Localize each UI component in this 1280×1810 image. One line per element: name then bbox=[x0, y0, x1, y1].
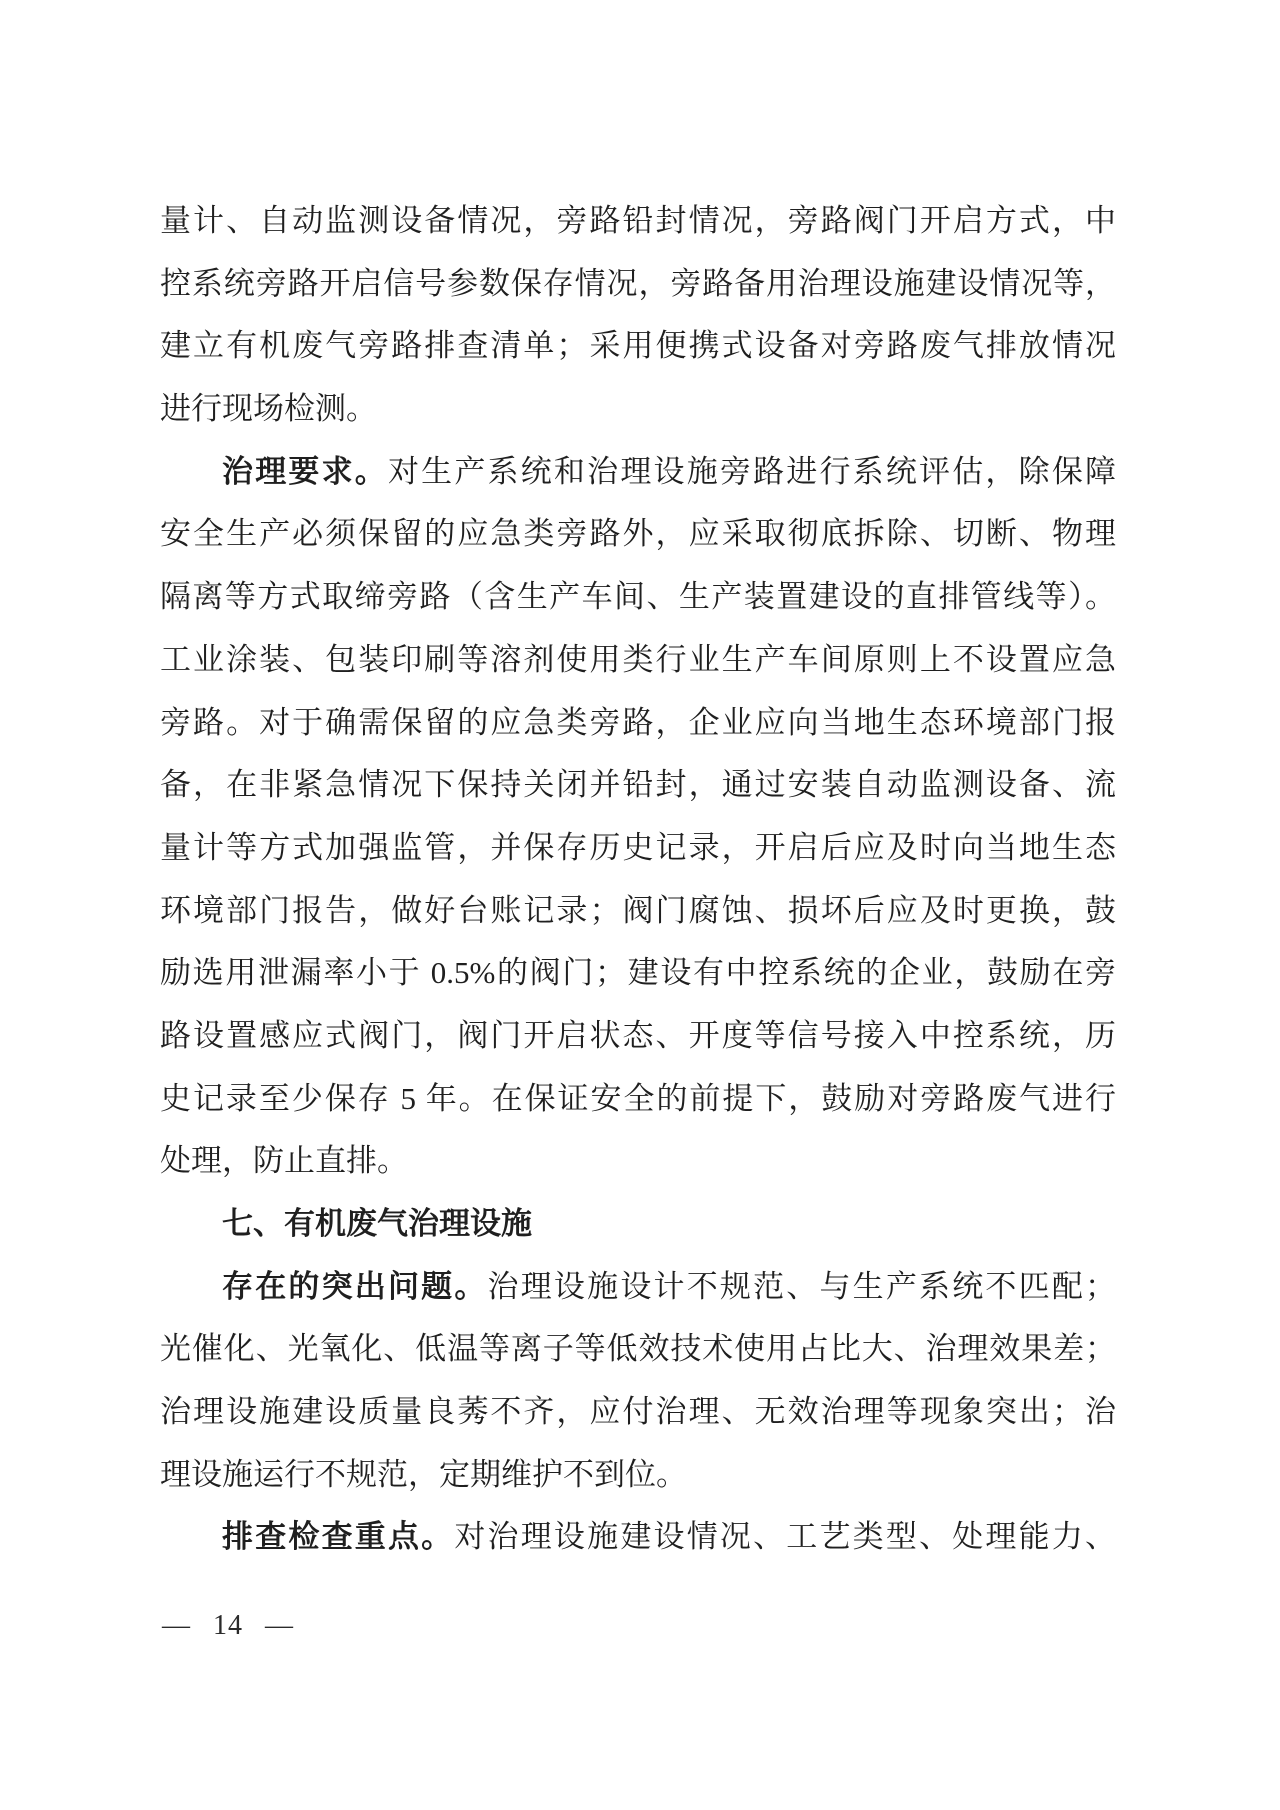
line-text: 治理设施设计不规范、与生产系统不匹配； bbox=[487, 1268, 1117, 1304]
text-line bbox=[160, 190, 1116, 253]
line-text: 安全生产必须保留的应急类旁路外，应采取彻底拆除、切断、物理 bbox=[160, 516, 1116, 552]
text-line bbox=[160, 1444, 1116, 1507]
text-line bbox=[160, 880, 1116, 943]
text-line bbox=[160, 1256, 1116, 1319]
line-lead-bold: 七、有机废气治理设施 bbox=[222, 1206, 532, 1241]
line-text: 控系统旁路开启信号参数保存情况，旁路备用治理设施建设情况等， bbox=[160, 265, 1116, 301]
text-line bbox=[160, 629, 1116, 692]
document-body bbox=[160, 190, 1116, 1569]
page-footer bbox=[162, 1606, 294, 1646]
text-line bbox=[160, 315, 1116, 378]
line-text: 环境部门报告，做好台账记录；阀门腐蚀、损坏后应及时更换，鼓 bbox=[160, 892, 1116, 928]
line-text: 隔离等方式取缔旁路（含生产车间、生产装置建设的直排管线等）。 bbox=[160, 579, 1116, 615]
text-line bbox=[160, 441, 1116, 504]
text-line bbox=[160, 1381, 1116, 1444]
text-line bbox=[160, 754, 1116, 817]
line-text: 励选用泄漏率小于 0.5%的阀门；建设有中控系统的企业，鼓励在旁 bbox=[160, 955, 1116, 991]
text-line bbox=[160, 1193, 1116, 1256]
line-text: 工业涂装、包装印刷等溶剂使用类行业生产车间原则上不设置应急 bbox=[160, 641, 1116, 677]
line-lead-bold: 存在的突出问题。 bbox=[222, 1268, 488, 1304]
text-line bbox=[160, 1130, 1116, 1193]
page-number: — 14 — bbox=[162, 1610, 294, 1641]
line-text: 理设施运行不规范，定期维护不到位。 bbox=[160, 1456, 687, 1492]
line-text: 治理设施建设质量良莠不齐，应付治理、无效治理等现象突出；治 bbox=[160, 1394, 1116, 1430]
line-text: 建立有机废气旁路排查清单；采用便携式设备对旁路废气排放情况 bbox=[160, 328, 1116, 364]
text-line bbox=[160, 942, 1116, 1005]
line-text: 史记录至少保存 5 年。在保证安全的前提下，鼓励对旁路废气进行 bbox=[160, 1080, 1116, 1116]
text-line bbox=[160, 566, 1116, 629]
line-text: 备，在非紧急情况下保持关闭并铅封，通过安装自动监测设备、流 bbox=[160, 767, 1116, 803]
line-text: 对生产系统和治理设施旁路进行系统评估，除保障 bbox=[387, 453, 1117, 489]
text-line bbox=[160, 253, 1116, 316]
line-text: 处理，防止直排。 bbox=[160, 1143, 408, 1179]
line-lead-bold: 治理要求。 bbox=[222, 453, 388, 489]
text-line bbox=[160, 1068, 1116, 1131]
text-line bbox=[160, 1506, 1116, 1569]
line-text: 旁路。对于确需保留的应急类旁路，企业应向当地生态环境部门报 bbox=[160, 704, 1116, 740]
line-text: 对治理设施建设情况、工艺类型、处理能力、 bbox=[454, 1519, 1117, 1555]
text-line bbox=[160, 692, 1116, 755]
line-text: 进行现场检测。 bbox=[160, 391, 377, 427]
line-text: 光催化、光氧化、低温等离子等低效技术使用占比大、治理效果差； bbox=[160, 1331, 1116, 1367]
line-text: 量计、自动监测设备情况，旁路铅封情况，旁路阀门开启方式，中 bbox=[160, 203, 1116, 238]
line-lead-bold: 排查检查重点。 bbox=[222, 1519, 455, 1555]
text-line bbox=[160, 1005, 1116, 1068]
text-line bbox=[160, 378, 1116, 441]
text-line bbox=[160, 1318, 1116, 1381]
text-line bbox=[160, 817, 1116, 880]
text-line bbox=[160, 503, 1116, 566]
line-text: 量计等方式加强监管，并保存历史记录，开启后应及时向当地生态 bbox=[160, 829, 1116, 865]
line-text: 路设置感应式阀门，阀门开启状态、开度等信号接入中控系统，历 bbox=[160, 1017, 1116, 1053]
